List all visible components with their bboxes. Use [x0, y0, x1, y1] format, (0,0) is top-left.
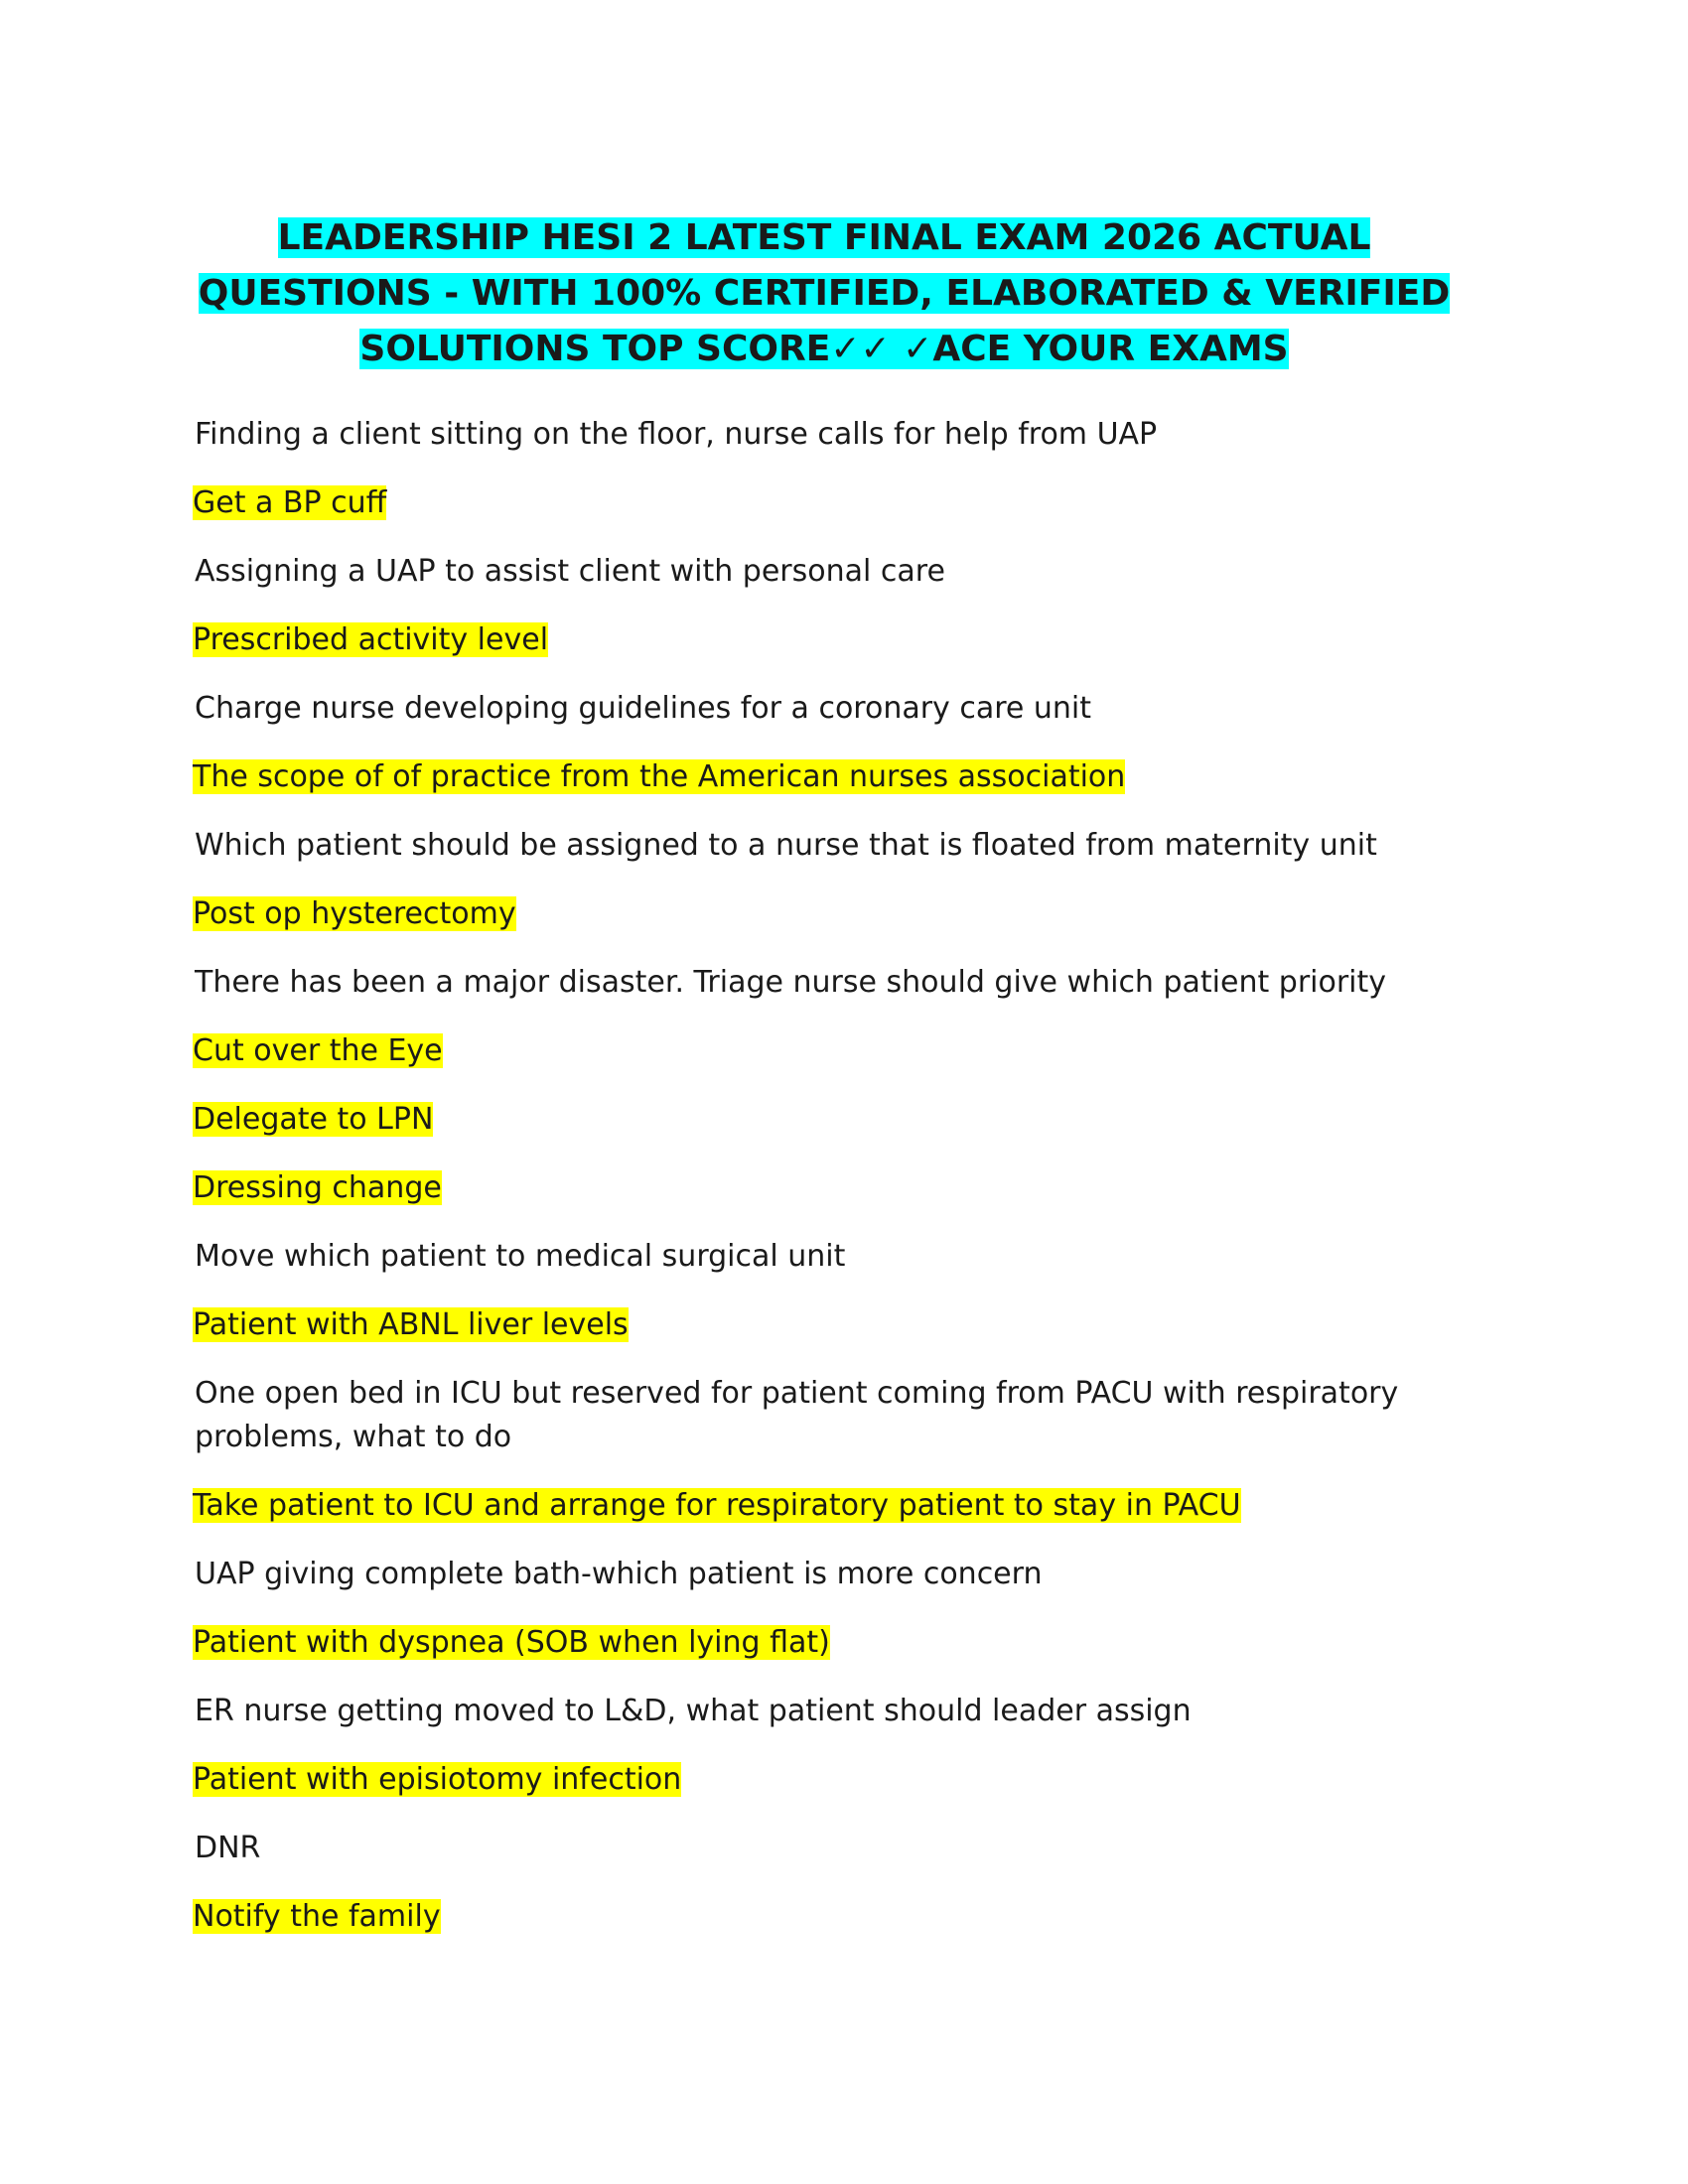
answer-text: Post op hysterectomy — [193, 896, 516, 931]
question-text: Charge nurse developing guidelines for a coronary care unit — [195, 691, 1092, 726]
question-line — [195, 1690, 1485, 1733]
answer-line — [193, 892, 1485, 936]
answer-text: Patient with ABNL liver levels — [193, 1307, 629, 1342]
answer-text: Cut over the Eye — [193, 1033, 443, 1068]
answer-line — [193, 1098, 1485, 1142]
answer-text: Dressing change — [193, 1170, 442, 1205]
question-line — [195, 1827, 1485, 1870]
answer-text: The scope of of practice from the American nurses association — [193, 759, 1126, 794]
answer-text: Patient with episiotomy infection — [193, 1762, 682, 1797]
answer-line — [193, 1484, 1485, 1528]
answer-text: Get a BP cuff — [193, 485, 387, 520]
answer-text: Take patient to ICU and arrange for respiratory patient to stay in PACU — [193, 1488, 1241, 1523]
question-line — [195, 1553, 1485, 1596]
question-text: Assigning a UAP to assist client with personal care — [195, 554, 945, 589]
question-text: Move which patient to medical surgical unit — [195, 1239, 846, 1274]
question-text: UAP giving complete bath-which patient is more concern — [195, 1557, 1043, 1591]
answer-line — [193, 755, 1485, 799]
answer-line — [193, 618, 1485, 662]
answer-text: Patient with dyspnea (SOB when lying flat) — [193, 1625, 830, 1660]
answer-text: Delegate to LPN — [193, 1102, 434, 1137]
question-text: DNR — [195, 1831, 261, 1865]
answer-text: Notify the family — [193, 1899, 441, 1934]
question-text: ER nurse getting moved to L&D, what patient should leader assign — [195, 1694, 1192, 1728]
answer-line — [193, 1621, 1485, 1665]
answer-line — [193, 1029, 1485, 1073]
question-text: Which patient should be assigned to a nurse that is floated from maternity unit — [195, 828, 1377, 863]
answer-line — [193, 1895, 1485, 1939]
question-line — [195, 413, 1485, 457]
question-line — [195, 824, 1485, 868]
question-line — [195, 961, 1485, 1005]
answer-line — [193, 1303, 1485, 1347]
answer-line — [193, 1758, 1485, 1802]
question-text: There has been a major disaster. Triage nurse should give which patient priority — [195, 965, 1387, 1000]
question-text: Finding a client sitting on the floor, nurse calls for help from UAP — [195, 417, 1158, 452]
document-title — [179, 210, 1470, 377]
question-line — [195, 550, 1485, 594]
question-line — [195, 1372, 1485, 1459]
answer-text: Prescribed activity level — [193, 622, 549, 657]
answer-line — [193, 481, 1485, 525]
qa-list — [195, 413, 1485, 1964]
question-text: One open bed in ICU but reserved for patient coming from PACU with respiratory problems, what to do — [195, 1376, 1399, 1454]
document-title-text: LEADERSHIP HESI 2 LATEST FINAL EXAM 2026 ACTUAL QUESTIONS - WITH 100% CERTIFIED, ELABORATED & VERIFIED SOLUTIONS TOP SCORE✓✓ ✓ACE YOUR EXAMS — [198, 217, 1451, 369]
question-line — [195, 1235, 1485, 1279]
answer-line — [193, 1166, 1485, 1210]
question-line — [195, 687, 1485, 731]
